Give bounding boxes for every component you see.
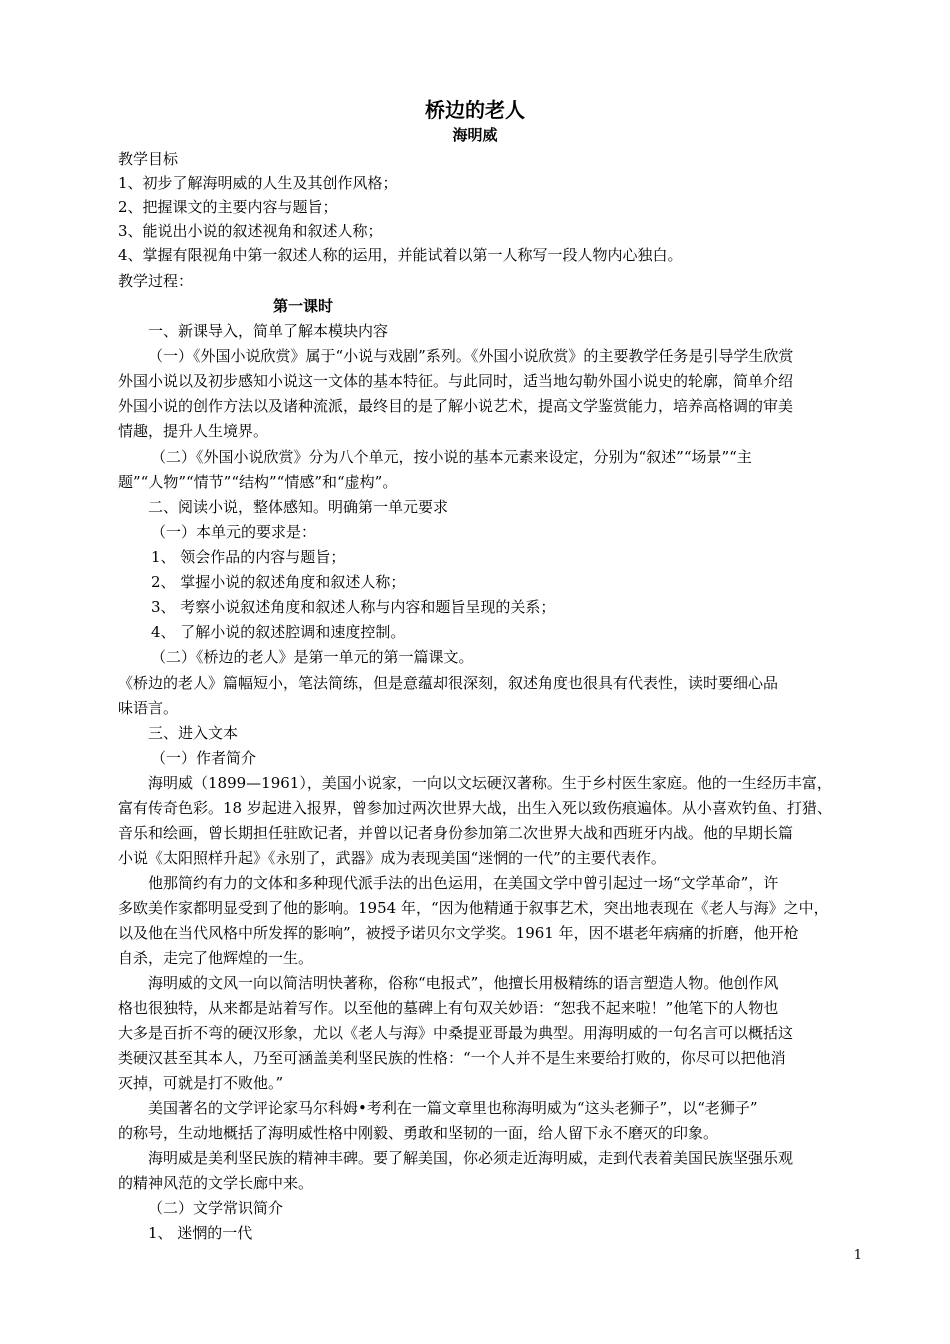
text-line: 《桥边的老人》篇幅短小，笔法简练，但是意蕴却很深刻，叙述角度也很具有代表性，读时要细心品 xyxy=(118,674,779,692)
text-line: 多欧美作家都明显受到了他的影响。1954 年，“因为他精通于叙事艺术，突出地表现在《老人与海》之中， xyxy=(118,899,829,917)
text-line: 4、掌握有限视角中第一叙述人称的运用，并能试着以第一人称写一段人物内心独白。 xyxy=(118,246,683,264)
section-heading: 教学目标 xyxy=(118,150,179,168)
text-line: 海明威是美利坚民族的精神丰碑。要了解美国，你必须走近海明威，走到代表着美国民族坚强乐观 xyxy=(148,1149,794,1167)
text-line: 海明威的文风一向以简洁明快著称，俗称“电报式”，他擅长用极精练的语言塑造人物。他创作风 xyxy=(148,974,779,992)
text-line: 3、能说出小说的叙述视角和叙述人称； xyxy=(118,222,383,240)
text-line: 以及他在当代风格中所发挥的影响”，被授予诺贝尔文学奖。1961 年，因不堪老年病痛的折磨，他开枪 xyxy=(118,924,799,942)
text-line: （二）《外国小说欣赏》分为八个单元，按小说的基本元素来设定，分别为“叙述”“场景”“主 xyxy=(151,448,752,466)
section-heading: 教学过程： xyxy=(118,272,194,290)
text-line: （一）本单元的要求是： xyxy=(151,523,317,541)
document-author: 海明威 xyxy=(452,126,498,144)
text-line: （一）《外国小说欣赏》属于“小说与戏剧”系列。《外国小说欣赏》的主要教学任务是引导学生欣赏 xyxy=(148,347,794,365)
text-line: 2、把握课文的主要内容与题旨； xyxy=(118,198,338,216)
text-line: 他那简约有力的文体和多种现代派手法的出色运用，在美国文学中曾引起过一场“文学革命”，许 xyxy=(148,874,779,892)
text-line: （一）作者简介 xyxy=(151,749,257,767)
text-line: 富有传奇色彩。18 岁起进入报界，曾参加过两次世界大战，出生入死以致伤痕遍体。从小喜欢钓鱼、打猎、 xyxy=(118,799,832,817)
text-line: （二）文学常识简介 xyxy=(148,1199,284,1217)
list-item: 4、 了解小说的叙述腔调和速度控制。 xyxy=(151,623,406,641)
text-line: 味语言。 xyxy=(118,699,179,717)
text-line: 音乐和绘画，曾长期担任驻欧记者，并曾以记者身份参加第二次世界大战和西班牙内战。他的早期长篇 xyxy=(118,824,794,842)
text-line: 的称号，生动地概括了海明威性格中刚毅、勇敢和坚韧的一面，给人留下永不磨灭的印象。 xyxy=(118,1124,719,1142)
page-number: 1 xyxy=(853,1248,862,1263)
text-line: 三、进入文本 xyxy=(148,724,239,742)
list-item: 1、 领会作品的内容与题旨； xyxy=(151,548,346,566)
text-line: 格也很独特，从来都是站着写作。以至他的墓碑上有句双关妙语：“恕我不起来啦！”他笔下的人物也 xyxy=(118,999,779,1017)
document-title: 桥边的老人 xyxy=(425,98,525,122)
text-line: 二、阅读小说，整体感知。明确第一单元要求 xyxy=(148,498,449,516)
text-line: 自杀，走完了他辉煌的一生。 xyxy=(118,949,314,967)
text-line: 大多是百折不弯的硬汉形象，尤以《老人与海》中桑提亚哥最为典型。用海明威的一句名言可以概括这 xyxy=(118,1024,794,1042)
text-line: 灭掉，可就是打不败他。” xyxy=(118,1074,284,1092)
lesson-heading: 第一课时 xyxy=(273,297,334,315)
text-line: 海明威（1899—1961），美国小说家，一向以文坛硬汉著称。生于乡村医生家庭。他的一生经历丰富， xyxy=(148,774,832,792)
text-line: 1、初步了解海明威的人生及其创作风格； xyxy=(118,174,398,192)
text-line: 小说《太阳照样升起》《永别了，武器》成为表现美国“迷惘的一代”的主要代表作。 xyxy=(118,849,666,867)
text-line: 一、新课导入，简单了解本模块内容 xyxy=(148,322,389,340)
text-line: 美国著名的文学评论家马尔科姆•考利在一篇文章里也称海明威为“这头老狮子”，以“老狮子” xyxy=(148,1099,758,1117)
list-item: 1、 迷惘的一代 xyxy=(148,1224,253,1242)
text-line: 外国小说以及初步感知小说这一文体的基本特征。与此同时，适当地勾勒外国小说史的轮廓，简单介绍 xyxy=(118,372,794,390)
text-line: 外国小说的创作方法以及诸种流派，最终目的是了解小说艺术，提高文学鉴赏能力，培养高格调的审美 xyxy=(118,397,794,415)
text-line: 题”“人物”“情节”“结构”“情感”和“虚构”。 xyxy=(118,473,398,491)
list-item: 3、 考察小说叙述角度和叙述人称与内容和题旨呈现的关系； xyxy=(151,598,556,616)
text-line: （二）《桥边的老人》是第一单元的第一篇课文。 xyxy=(151,648,474,666)
text-line: 类硬汉甚至其本人，乃至可涵盖美利坚民族的性格：“一个人并不是生来要给打败的，你尽可以把他消 xyxy=(118,1049,786,1067)
text-line: 情趣，提升人生境界。 xyxy=(118,422,269,440)
list-item: 2、 掌握小说的叙述角度和叙述人称； xyxy=(151,573,406,591)
text-line: 的精神风范的文学长廊中来。 xyxy=(118,1174,314,1192)
